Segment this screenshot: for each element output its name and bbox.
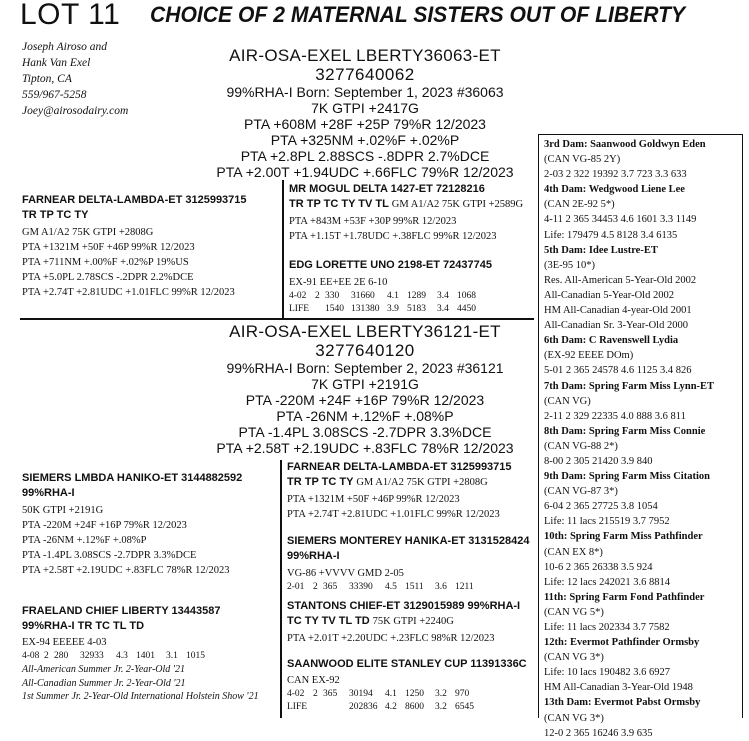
stantons-chief-codes-tail: 75K GTPI +2240G bbox=[372, 616, 454, 627]
sires-sire-1-codes: TR TP TC TY TV TL bbox=[289, 198, 389, 210]
animal-2-line: 7K GTPI +2191G bbox=[311, 376, 419, 392]
dam-line: (EX-92 EEEE DOm) bbox=[544, 350, 634, 362]
fraeland-honor: 1st Summer Jr. 2-Year-Old International Holstein Show '21 bbox=[22, 691, 259, 702]
stantons-chief-line: PTA +2.01T +2.20UDC +.23FLC 98%R 12/2023 bbox=[287, 633, 495, 644]
sires-sire-1-line: PTA +843M +53F +30P 99%R 12/2023 bbox=[289, 216, 457, 227]
consignor-email: Joey@airosodairy.com bbox=[22, 105, 129, 117]
dam-line: (CAN EX 8*) bbox=[544, 546, 603, 558]
sires-dam-1-record: LIFE 1540 131380 3.9 5183 3.4 4450 bbox=[289, 304, 476, 314]
animal-2-name: AIR-OSA-EXEL LBERTY36121-ET bbox=[229, 322, 501, 341]
granddam-2-codes: 99%RHA-I bbox=[287, 550, 340, 562]
dam-heading: 4th Dam: Wedgwood Liene Lee bbox=[544, 184, 685, 196]
dam-heading: 9th Dam: Spring Farm Miss Citation bbox=[544, 471, 710, 483]
granddam-2-block bbox=[287, 534, 530, 594]
dam-2-line: PTA +2.58T +2.19UDC +.83FLC 78%R 12/2023 bbox=[22, 565, 230, 576]
animal-1-line: PTA +608M +28F +25P 79%R 12/2023 bbox=[244, 116, 486, 132]
dam-line: 5-01 2 365 24578 4.6 1125 3.4 826 bbox=[544, 365, 692, 377]
dam-line: Life: 12 lacs 242021 3.6 8814 bbox=[544, 576, 670, 588]
fraeland-record: 4-08 2 280 32933 4.3 1401 3.1 1015 bbox=[22, 651, 205, 661]
saanwood-record: LIFE 202836 4.2 8600 3.2 6545 bbox=[287, 702, 474, 712]
animal-2-line: PTA -26NM +.12%F +.08%P bbox=[276, 408, 454, 424]
dam-heading: 8th Dam: Spring Farm Miss Connie bbox=[544, 425, 706, 437]
dam-line: All-Canadian 5-Year-Old 2002 bbox=[544, 289, 674, 301]
fraeland-block bbox=[22, 604, 259, 704]
animal-1-line: 7K GTPI +2417G bbox=[311, 100, 419, 116]
fraeland-line: EX-94 EEEEE 4-03 bbox=[22, 637, 107, 648]
animal-1-line: 99%RHA-I Born: September 1, 2023 #36063 bbox=[226, 84, 504, 100]
saanwood-line: CAN EX-92 bbox=[287, 675, 340, 686]
dam-line: Life: 11 lacs 202334 3.7 7582 bbox=[544, 622, 670, 633]
fraeland-name: FRAELAND CHIEF LIBERTY 13443587 bbox=[22, 605, 221, 617]
sire-1-line: PTA +711NM +.00%F +.02%P 19%US bbox=[22, 257, 189, 268]
saanwood-name: SAANWOOD ELITE STANLEY CUP 11391336C bbox=[287, 658, 527, 670]
animal-1-reg: 3277640062 bbox=[315, 65, 415, 84]
dam-line: 4-11 2 365 34453 4.6 1601 3.3 1149 bbox=[544, 214, 697, 226]
sire-1-line: PTA +2.74T +2.81UDC +1.01FLC 99%R 12/2023 bbox=[22, 287, 235, 298]
dam-line: (3E-95 10*) bbox=[544, 259, 596, 271]
dam-line: HM All-Canadian 4-year-Old 2001 bbox=[544, 305, 692, 317]
sires-dam-1-name: EDG LORETTE UNO 2198-ET 72437745 bbox=[289, 259, 492, 271]
sire-1-line: PTA +1321M +50F +46P 99%R 12/2023 bbox=[22, 242, 195, 253]
dam-2-block bbox=[22, 471, 242, 578]
granddam-2-record: 2-01 2 365 33390 4.5 1511 3.6 1211 bbox=[287, 582, 474, 592]
dam-line: (CAN VG-88 2*) bbox=[544, 440, 618, 452]
dam-line: (CAN VG 5*) bbox=[544, 606, 604, 618]
animal-1-block bbox=[195, 46, 535, 180]
lot-headline: CHOICE OF 2 MATERNAL SISTERS OUT OF LIBERTY bbox=[150, 2, 686, 27]
sire-1-name: FARNEAR DELTA-LAMBDA-ET 3125993715 bbox=[22, 194, 247, 206]
sire-1-line: GM A1/A2 75K GTPI +2808G bbox=[22, 227, 154, 238]
dam-heading: 5th Dam: Idee Lustre-ET bbox=[544, 244, 658, 256]
sire-1-line: PTA +5.0PL 2.78SCS -.2DPR 2.2%DCE bbox=[22, 272, 194, 283]
animal-2-block bbox=[195, 322, 535, 456]
saanwood-record: 4-02 2 365 30194 4.1 1250 3.2 970 bbox=[287, 689, 470, 699]
dam-lineage-box bbox=[538, 134, 743, 739]
animal-2-line: PTA -220M +24F +16P 79%R 12/2023 bbox=[245, 392, 485, 408]
dam-line: (CAN 2E-92 5*) bbox=[544, 199, 615, 211]
sires-dam-1-block bbox=[289, 258, 492, 316]
fraeland-honor: All-Canadian Summer Jr. 2-Year-Old '21 bbox=[22, 677, 186, 689]
dam-line: 10-6 2 365 26338 3.5 924 bbox=[544, 561, 653, 573]
stantons-chief-codes: TC TY TV TL TD bbox=[287, 615, 370, 627]
saanwood-block bbox=[287, 657, 527, 714]
sires-sire-1-block bbox=[289, 182, 523, 244]
sires-sire-1-name: MR MOGUL DELTA 1427-ET 72128216 bbox=[289, 183, 485, 195]
dam-line: (CAN VG-87 3*) bbox=[544, 486, 618, 498]
sires-sire-1-line: PTA +1.15T +1.78UDC +.38FLC 99%R 12/2023 bbox=[289, 231, 497, 242]
dam-line: Res. All-American 5-Year-Old 2002 bbox=[544, 274, 697, 286]
sire-2-block bbox=[287, 460, 512, 522]
animal-2-line: PTA -1.4PL 3.08SCS -2.7DPR 3.3%DCE bbox=[238, 424, 492, 440]
dam-line: Life: 11 lacs 215519 3.7 7952 bbox=[544, 516, 670, 528]
dam-line: Life: 179479 4.5 8128 3.4 6135 bbox=[544, 229, 678, 241]
dam-line: (CAN VG 3*) bbox=[544, 712, 604, 724]
dam-line: (CAN VG-85 2Y) bbox=[544, 154, 621, 166]
granddam-2-name: SIEMERS MONTEREY HANIKA-ET 3131528424 bbox=[287, 535, 530, 547]
dam-line: (CAN VG 3*) bbox=[544, 652, 604, 664]
animal-1-line: PTA +325NM +.02%F +.02%P bbox=[270, 132, 460, 148]
dam-2-line: 50K GTPI +2191G bbox=[22, 505, 104, 516]
dam-heading: 13th Dam: Evermot Pabst Ormsby bbox=[544, 697, 701, 709]
dam-heading: 12th: Evermot Pathfinder Ormsby bbox=[544, 637, 700, 649]
sires-dam-1-line: EX-91 EE+EE 2E 6-10 bbox=[289, 277, 388, 288]
dam-heading: 11th: Spring Farm Fond Pathfinder bbox=[544, 591, 705, 603]
dam-heading: 3rd Dam: Saanwood Goldwyn Eden bbox=[544, 139, 706, 150]
sire-2-codes: TR TP TC TY bbox=[287, 476, 354, 488]
lot-number: LOT 11 bbox=[20, 0, 121, 31]
sire-2-line: PTA +1321M +50F +46P 99%R 12/2023 bbox=[287, 494, 460, 505]
sire-1-codes: TR TP TC TY bbox=[22, 209, 89, 221]
consignor-line: Joseph Airoso and bbox=[22, 41, 107, 53]
fraeland-codes: 99%RHA-I TR TC TL TD bbox=[22, 620, 145, 632]
stantons-chief-name: STANTONS CHIEF-ET 3129015989 99%RHA-I bbox=[287, 600, 521, 612]
sires-dam-1-record: 4-02 2 330 31660 4.1 1289 3.4 1068 bbox=[289, 291, 476, 301]
dam-line: 8-00 2 305 21420 3.9 840 bbox=[544, 455, 653, 467]
dam-line: 2-03 2 322 19392 3.7 723 3.3 633 bbox=[544, 169, 687, 181]
animal-1-line: PTA +2.00T +1.94UDC +.66FLC 79%R 12/2023 bbox=[216, 164, 514, 180]
pedigree-bracket bbox=[282, 180, 284, 318]
stantons-chief-block bbox=[287, 599, 520, 646]
dam-heading: 6th Dam: C Ravenswell Lydia bbox=[544, 335, 679, 347]
animal-2-line: 99%RHA-I Born: September 2, 2023 #36121 bbox=[226, 360, 504, 376]
dam-line: 2-11 2 329 22335 4.0 888 3.6 811 bbox=[544, 410, 686, 422]
dam-heading: 7th Dam: Spring Farm Miss Lynn-ET bbox=[544, 380, 715, 392]
dam-2-line: PTA -26NM +.12%F +.08%P bbox=[22, 535, 147, 546]
animal-1-name: AIR-OSA-EXEL LBERTY36063-ET bbox=[229, 46, 501, 65]
fraeland-honor: All-American Summer Jr. 2-Year-Old '21 bbox=[22, 664, 185, 675]
granddam-2-line: VG-86 +VVVV GMD 2-05 bbox=[287, 568, 404, 579]
sire-1-block bbox=[22, 193, 247, 300]
sire-2-line: PTA +2.74T +2.81UDC +1.01FLC 99%R 12/2023 bbox=[287, 509, 500, 520]
consignor-line: Hank Van Exel bbox=[22, 57, 91, 69]
sires-sire-1-codes-tail: GM A1/A2 75K GTPI +2589G bbox=[391, 199, 524, 210]
dam-line: All-Canadian Sr. 3-Year-Old 2000 bbox=[544, 320, 688, 332]
dam-line: HM All-Canadian 3-Year-Old 1948 bbox=[544, 682, 693, 694]
section-divider bbox=[20, 318, 534, 320]
animal-2-line: PTA +2.58T +2.19UDC +.83FLC 78%R 12/2023 bbox=[216, 440, 514, 456]
sire-2-codes-tail: GM A1/A2 75K GTPI +2808G bbox=[356, 477, 488, 488]
animal-2-reg: 3277640120 bbox=[315, 341, 415, 360]
sire-2-name: FARNEAR DELTA-LAMBDA-ET 3125993715 bbox=[287, 461, 512, 473]
consignor-info bbox=[22, 39, 128, 119]
dam-line: 6-04 2 365 27725 3.8 1054 bbox=[544, 501, 658, 513]
animal-1-line: PTA +2.8PL 2.88SCS -.8DPR 2.7%DCE bbox=[240, 148, 490, 164]
consignor-line: Tipton, CA bbox=[22, 73, 72, 85]
dam-2-codes: 99%RHA-I bbox=[22, 487, 75, 499]
dam-line: (CAN VG) bbox=[544, 395, 591, 407]
pedigree-bracket bbox=[280, 598, 282, 600]
dam-2-line: PTA -220M +24F +16P 79%R 12/2023 bbox=[22, 520, 187, 531]
dam-line: 12-0 2 365 16246 3.9 635 bbox=[544, 727, 653, 739]
dam-2-line: PTA -1.4PL 3.08SCS -2.7DPR 3.3%DCE bbox=[22, 550, 197, 561]
dam-line: Life: 10 lacs 190482 3.6 6927 bbox=[544, 667, 670, 679]
consignor-phone: 559/967-5258 bbox=[22, 89, 87, 101]
pedigree-bracket bbox=[280, 460, 282, 718]
dam-2-name: SIEMERS LMBDA HANIKO-ET 3144882592 bbox=[22, 472, 243, 484]
dam-heading: 10th: Spring Farm Miss Pathfinder bbox=[544, 531, 703, 543]
